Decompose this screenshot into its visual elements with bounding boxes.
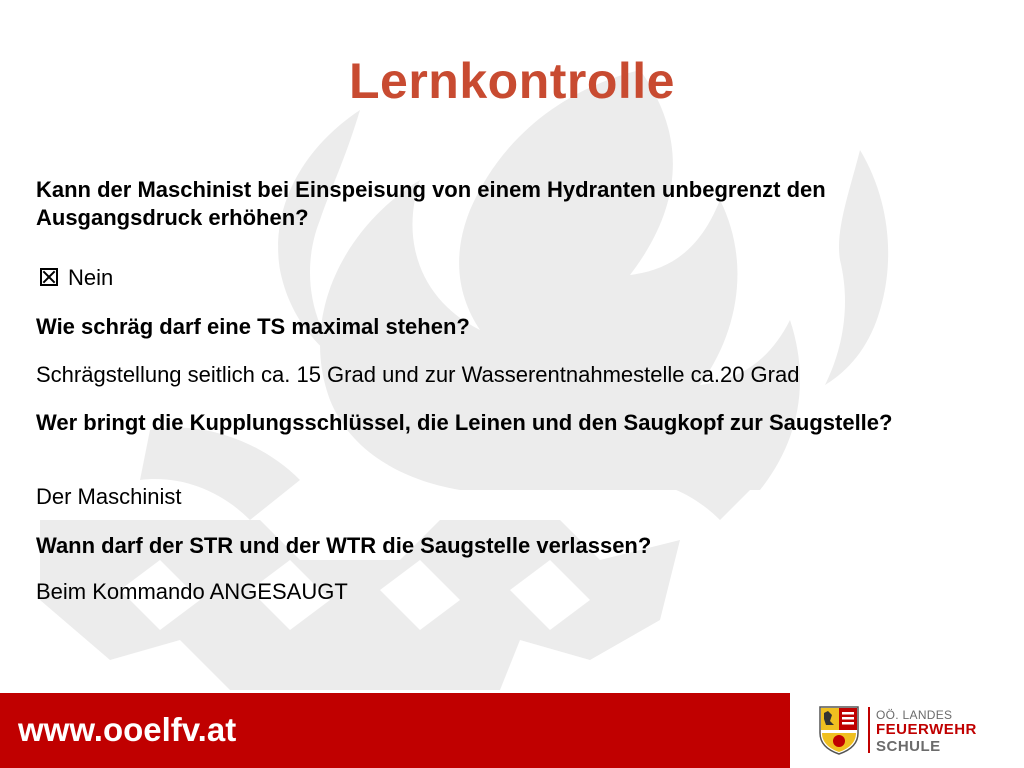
logo-text-line1: OÖ. LANDES [876, 708, 953, 722]
footer-red-band [0, 693, 790, 768]
logo-text-line2: FEUERWEHR [876, 721, 977, 738]
logo-text-line3: SCHULE [876, 738, 941, 755]
question-3: Wer bringt die Kupplungsschlüssel, die Leinen und den Saugkopf zur Saugstelle? [36, 410, 893, 435]
coat-of-arms-icon [818, 705, 860, 755]
footer-url-link[interactable]: www.ooelfv.at [18, 711, 237, 748]
slide-title: Lernkontrolle [349, 53, 675, 109]
answer-1-text: Nein [68, 265, 114, 290]
answer-2: Schrägstellung seitlich ca. 15 Grad und zur Wasserentnahmestelle ca.20 Grad [36, 362, 800, 387]
footer-bar [0, 693, 1024, 768]
checkbox-x-icon [40, 268, 58, 286]
question-1: Kann der Maschinist bei Einspeisung von einem Hydranten unbegrenzt den Ausgangsdruck erhöhen? [36, 177, 826, 230]
answer-4: Beim Kommando ANGESAUGT [36, 579, 348, 604]
footer-logo [790, 693, 1024, 768]
logo-divider [868, 707, 870, 753]
answer-1 [36, 264, 113, 292]
question-2: Wie schräg darf eine TS maximal stehen? [36, 314, 470, 339]
question-4: Wann darf der STR und der WTR die Saugstelle verlassen? [36, 533, 652, 558]
answer-3: Der Maschinist [36, 484, 182, 509]
